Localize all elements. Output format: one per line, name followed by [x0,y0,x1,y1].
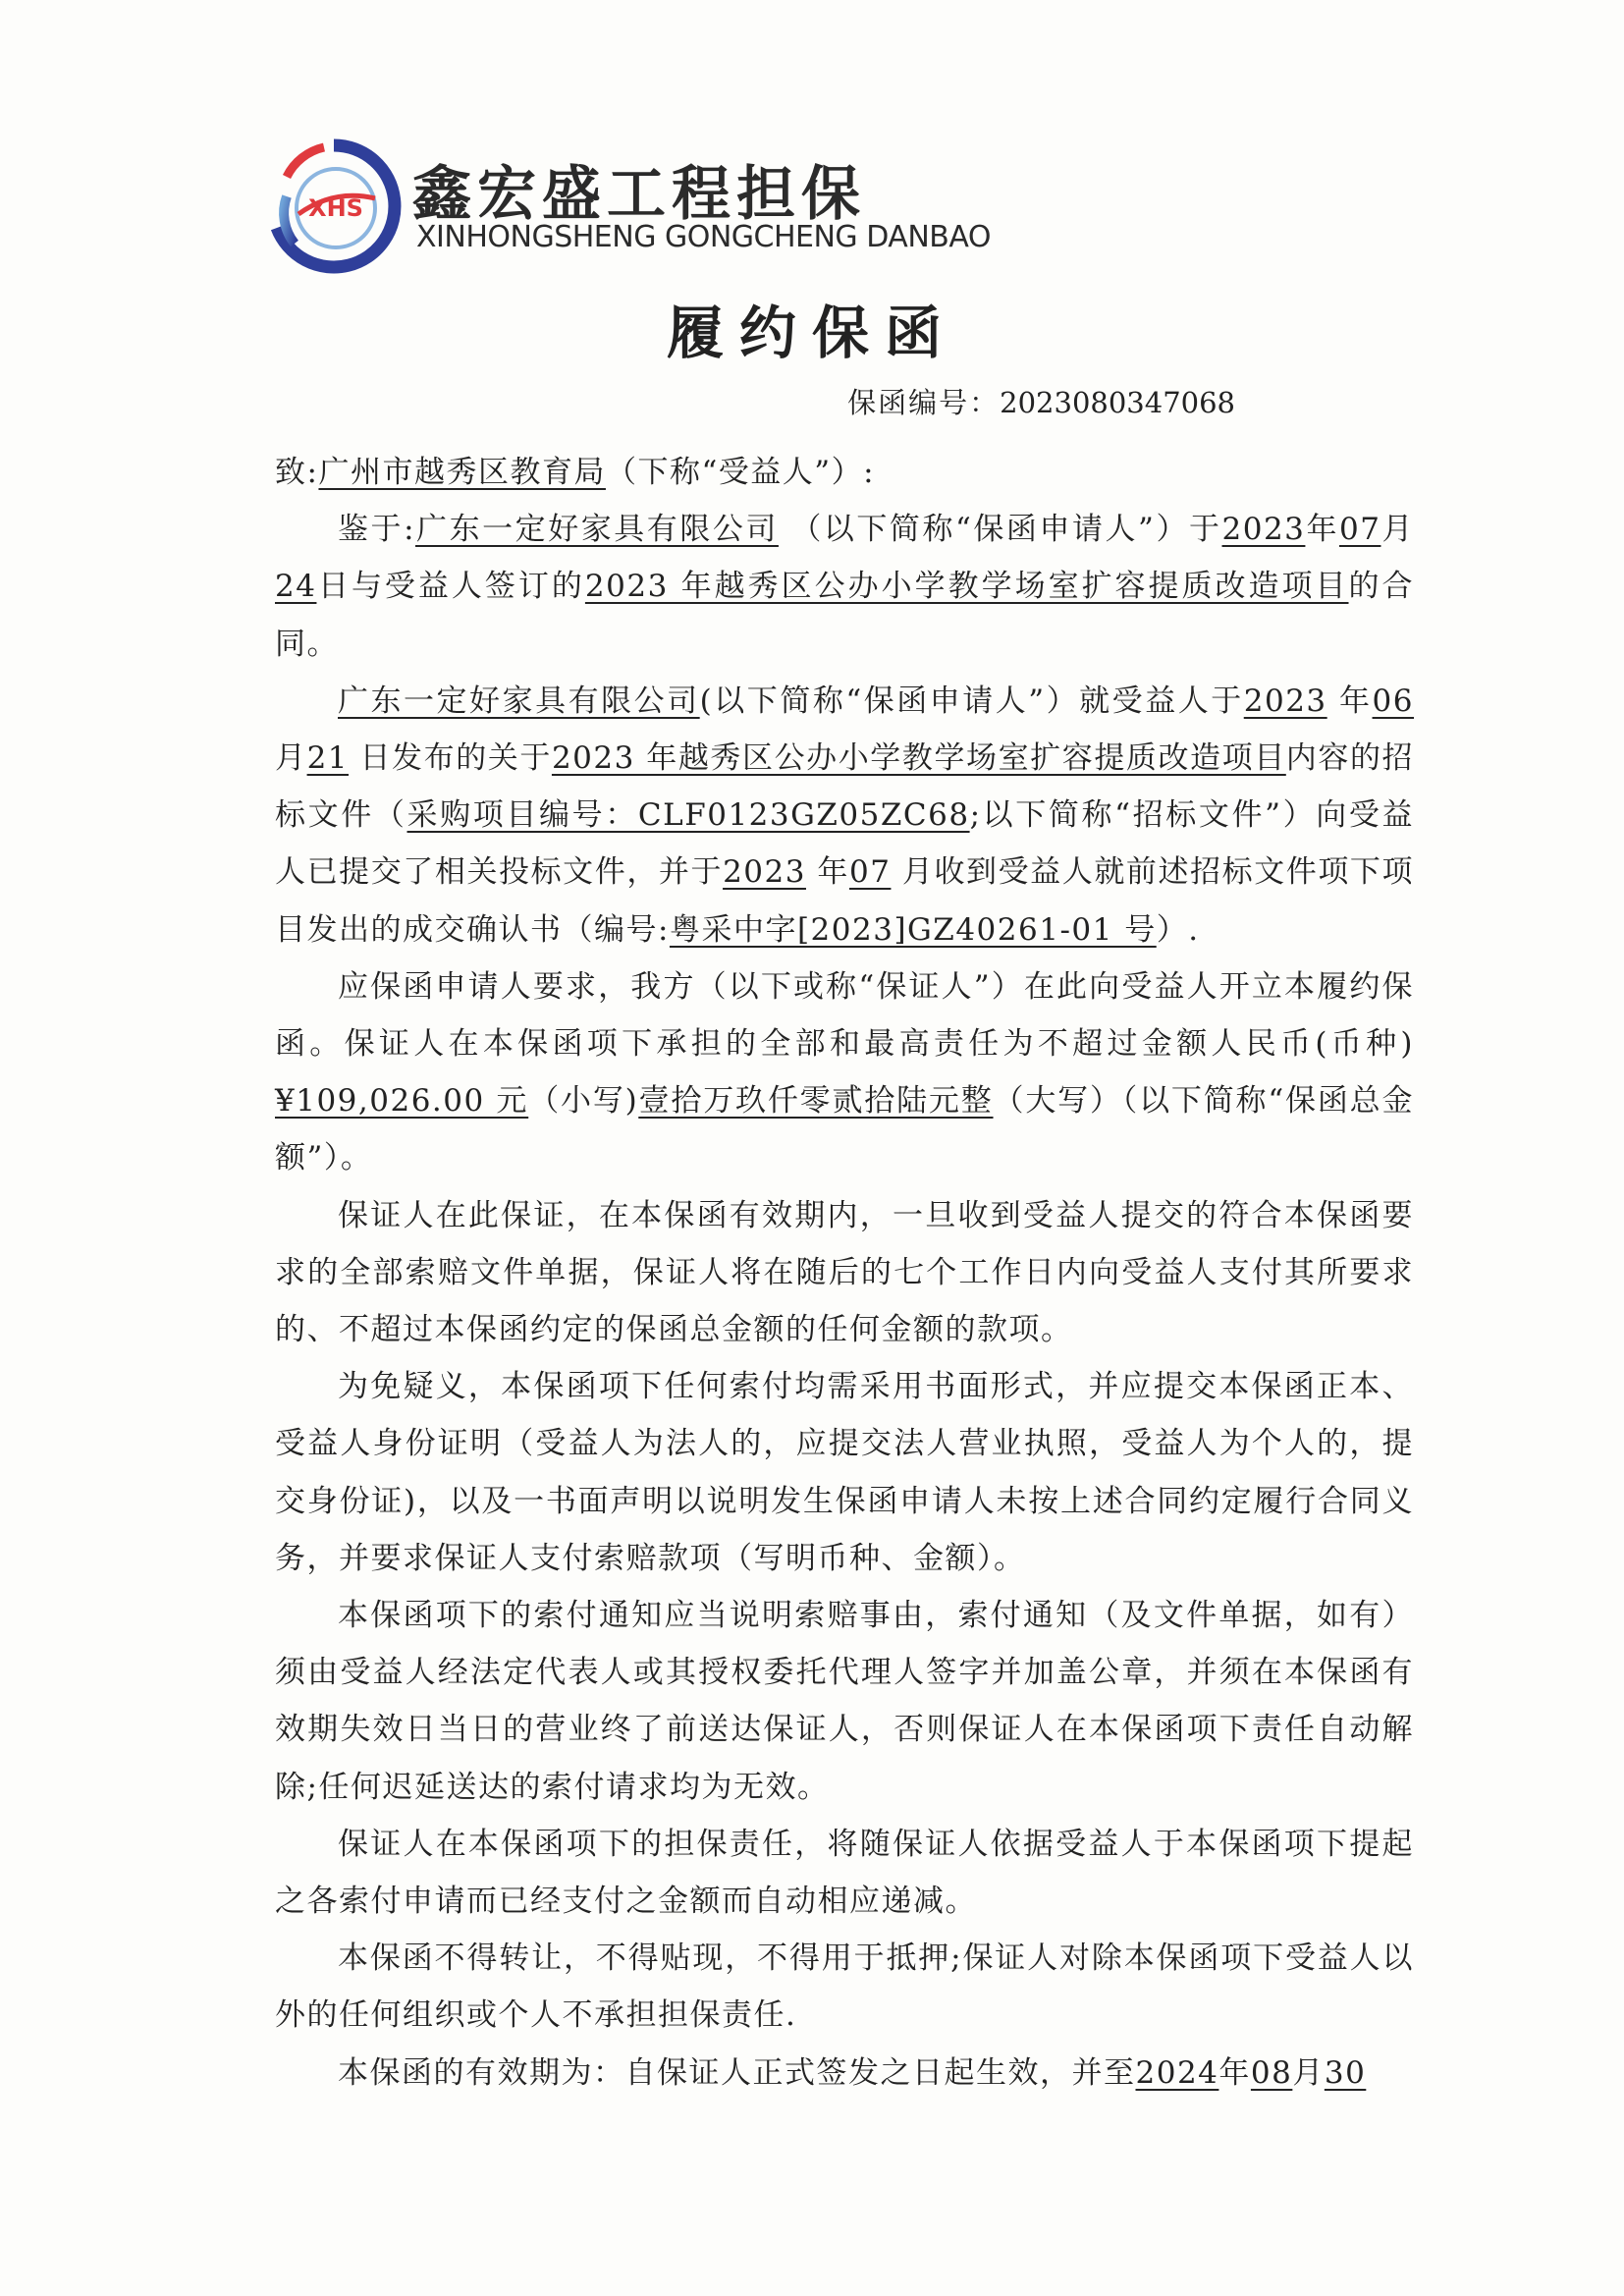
addressee-prefix: 致: [275,455,319,490]
tender-day: 21 [306,740,350,777]
p2-text: 内容的招标文件（ [275,740,1415,834]
validity-month: 08 [1250,2054,1293,2091]
guarantee-number-value: 2023080347068 [1000,386,1235,419]
p1-text: 日与受益人签订的 [316,569,585,605]
addressee-line [275,444,1414,501]
purchase-number: 采购项目编号：CLF0123GZ05ZC68 [406,797,970,834]
p2-year-unit: 年 [817,854,849,891]
paragraph-validity [275,2045,1414,2102]
logo-letters: XHS [308,194,363,222]
xhs-logo-icon [265,137,403,275]
paragraph-whereas [275,501,1414,673]
p1-text: （以下简称“保函申请人”）于 [790,512,1222,548]
paragraph-claim-notice: 本保函项下的索付通知应当说明索赔事由，索付通知（及文件单据，如有）须由受益人经法定代表人或其授权委托代理人签字并加盖公章，并须在本保函有效期失效日当日的营业终了前送达保证人，否则保证人在本保函项下责任自动解除;任何迟延送达的索付请求均为无效。 [275,1598,1414,1805]
beneficiary-name: 广州市越秀区教育局 [318,455,606,490]
validity-year: 2024 [1135,2054,1219,2091]
p9-text: 本保函的有效期为：自保证人正式签发之日起生效，并至 [338,2054,1136,2091]
p3-text: （大写）（以下简称“保函总金额”）。 [275,1083,1414,1176]
p2-text: (以下简称“保函申请人”）就受益人于 [699,683,1244,719]
p3-text: （小写) [528,1083,639,1120]
tender-month: 06 [1372,683,1414,719]
applicant-name: 广东一定好家具有限公司 [338,683,700,719]
p9-month-unit: 月 [1292,2054,1325,2091]
amount-in-words: 壹拾万玖仟零贰拾陆元整 [638,1083,994,1120]
p2-text: 月收到受益人就前述招标文件项下项目发出的成交确认书（编号: [275,854,1415,948]
project-name: 2023 年越秀区公办小学教学场室扩容提质改造项目 [584,569,1349,605]
p2-text: ）. [1156,911,1200,948]
contract-month: 07 [1339,512,1381,548]
confirmation-number: 粤采中字[2023]GZ40261-01 号 [669,911,1157,948]
guarantee-number [847,381,1235,421]
paragraph-guarantee: 保证人在此保证，在本保函有效期内，一旦收到受益人提交的符合本保函要求的全部索赔文件单据，保证人将在随后的七个工作日内向受益人支付其所要求的、不超过本保函约定的保函总金额的任何金额的款项。 [275,1197,1414,1348]
p1-text: 的合同。 [275,569,1415,662]
paragraph-non-transfer: 本保函不得转让，不得贴现，不得用于抵押;保证人对除本保函项下受益人以外的任何组织或个人不承担担保责任. [275,1941,1414,2034]
tender-year: 2023 [1243,683,1327,719]
p1-lead: 鉴于: [338,512,416,548]
company-name-cn: 鑫宏盛工程担保 [412,160,866,229]
letter-body [275,444,1414,2102]
confirm-year: 2023 [723,854,806,891]
p2-text: 日发布的关于 [359,740,552,777]
applicant-name: 广东一定好家具有限公司 [415,512,779,548]
contract-day: 24 [275,569,317,605]
paragraph-amount [275,958,1414,1187]
paragraph-reduction: 保证人在本保函项下的担保责任，将随保证人依据受益人于本保函项下提起之各索付申请而已经支付之金额而自动相应递减。 [275,1826,1414,1920]
p9-year-unit: 年 [1218,2054,1251,2091]
p2-year-unit: 年 [1339,683,1373,719]
p1-month-unit: 月 [1380,512,1414,548]
p2-text: ;以下简称“招标文件”）向受益人已提交了相关投标文件，并于 [275,797,1415,891]
validity-day: 30 [1324,2054,1367,2091]
paragraph-tender [275,673,1414,958]
confirm-month: 07 [848,854,892,891]
addressee-suffix: （下称“受益人”）: [605,455,876,490]
guarantee-number-label: 保函编号： [847,386,1001,419]
project-name: 2023 年越秀区公办小学教学场室扩容提质改造项目 [551,740,1286,777]
p3-text: 应保函申请人要求，我方（以下或称“保证人”）在此向受益人开立本履约保函。保证人在本保函项下承担的全部和最高责任为不超过金额人民币(币种) [275,968,1414,1063]
company-name-en: XINHONGSHENG GONGCHENG DANBAO [416,220,991,254]
document-title: 履约保函 [666,300,957,366]
p1-year-unit: 年 [1305,512,1339,548]
p2-month-unit: 月 [275,740,307,777]
contract-year: 2023 [1221,512,1306,548]
paragraph-claim-form: 为免疑义，本保函项下任何索付均需采用书面形式，并应提交本保函正本、受益人身份证明（受益人为法人的，应提交法人营业执照，受益人为个人的，提交身份证)，以及一书面声明以说明发生保函申请人未按上述合同约定履行合同义务，并要求保证人支付索赔款项（写明币种、金额）。 [275,1369,1414,1576]
amount-numeric: ¥109,026.00 元 [275,1083,529,1120]
